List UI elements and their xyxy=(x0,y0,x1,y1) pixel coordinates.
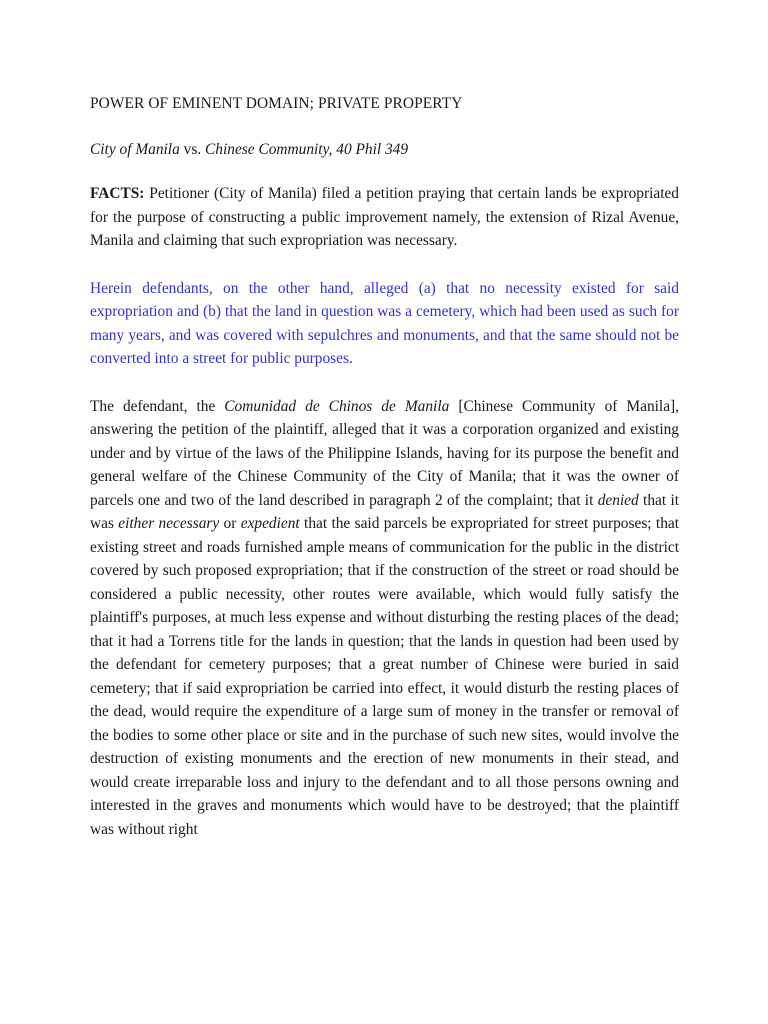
answer-italic-defendant-name: Comunidad de Chinos de Manila xyxy=(224,397,450,415)
defendants-allegation-paragraph: Herein defendants, on the other hand, alleged (a) that no necessity existed for said expropriation and (b) that the land in question was a cemetery, which had been used as such for many years, and was covered with sepulchres and monuments, and that the same should not be converted into a street for public purposes. xyxy=(90,279,679,367)
case-party-2: Chinese Community, 40 Phil 349 xyxy=(205,140,409,158)
answer-text-1: The defendant, the xyxy=(90,397,225,415)
case-party-1: City of Manila xyxy=(90,140,180,158)
case-citation xyxy=(90,138,679,162)
facts-text: Petitioner (City of Manila) filed a petition praying that certain lands be expropriated for the purpose of constructing a public improvement namely, the extension of Rizal Avenue, Manila and claiming that such expropriation was necessary. xyxy=(90,185,679,249)
answer-italic-denied: denied xyxy=(597,491,639,509)
answer-text-3: that it was xyxy=(90,491,680,532)
answer-text-2: [Chinese Community of Manila], answering the petition of the plaintiff, alleged that it was a corporation organized and existing under and by virtue of the laws of the Philippine Islands, having for its purpose the benefit and general welfare of the Chinese Community of the City of Manila; that it was the owner of parcels one and two of the land described in paragraph 2 of the complaint; that it xyxy=(90,397,680,509)
document-heading: POWER OF EMINENT DOMAIN; PRIVATE PROPERTY xyxy=(90,95,463,112)
answer-italic-either-necessary: either necessary xyxy=(118,515,220,532)
answer-text-5: that the said parcels be expropriated for street purposes; that existing street and roads furnished ample means of communication for the public in the district covered by such proposed expropriation; that if the construction of the street or road should be considered a public necessity, other routes were available, which would fully satisfy the plaintiff's purposes, at much less expense and without disturbing the resting places of the dead; that it had a Torrens title for the lands in question; that the lands in question had been used by the defendant for cemetery purposes; that a great number of Chinese were buried in said cemetery; that if said expropriation be carried into effect, it would disturb the resting places of the dead, would require the expenditure of a large sum of money in the transfer or removal of the bodies to some other place or site and in the purchase of such new sites, would involve the destruction of existing monuments and the erection of new monuments in their stead, and would create irreparable loss and injury to the defendant and to all those persons owning and interested in the graves and monuments which would have to be destroyed; that the plaintiff was without right xyxy=(90,515,679,838)
answer-italic-expedient: expedient xyxy=(240,515,300,532)
defendant-answer-paragraph xyxy=(90,395,679,842)
case-versus: vs. xyxy=(179,140,206,158)
facts-label: FACTS: xyxy=(90,185,145,202)
answer-text-4: or xyxy=(219,515,241,532)
document-page xyxy=(90,82,679,841)
facts-paragraph xyxy=(90,182,679,253)
